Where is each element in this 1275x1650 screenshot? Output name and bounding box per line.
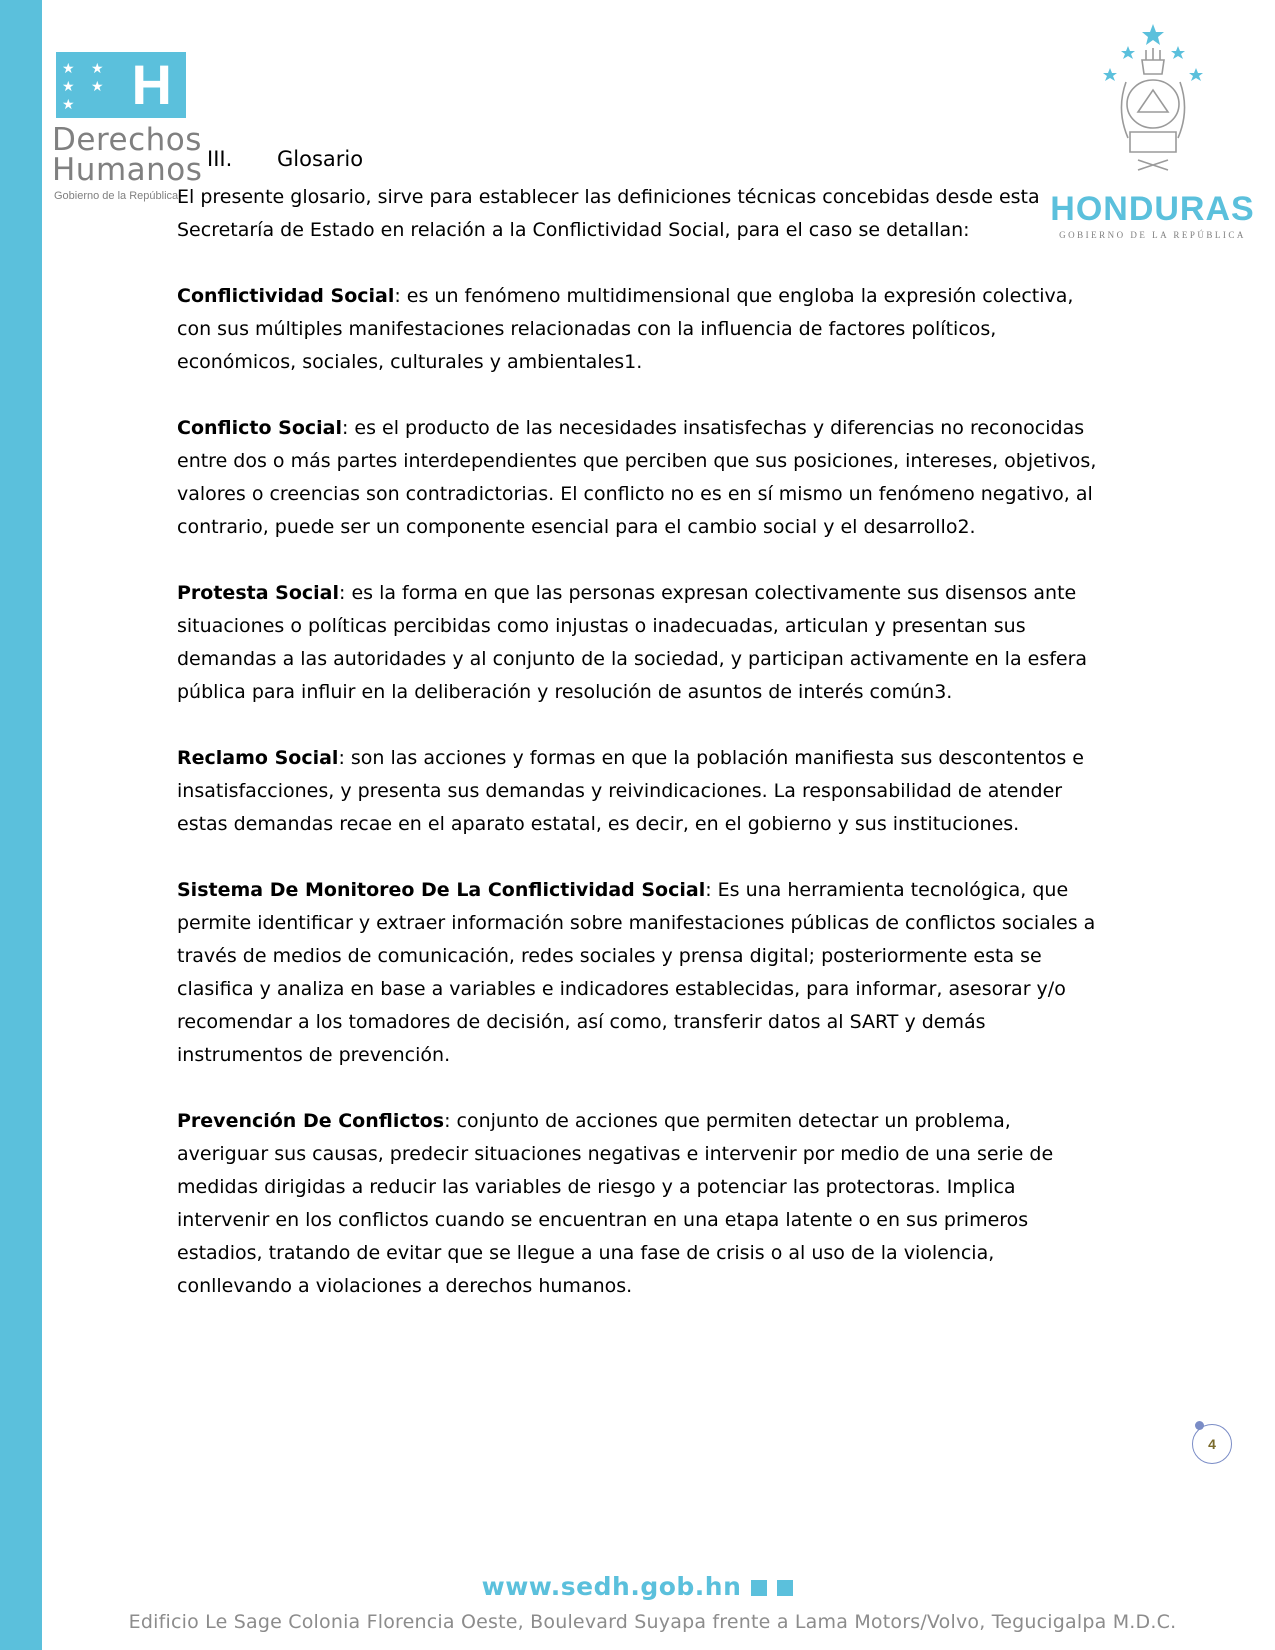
section-title: Glosario [277, 147, 364, 171]
square-icon [777, 1580, 793, 1596]
footer-url[interactable] [0, 1572, 1275, 1601]
logo-line-2: Humanos [52, 152, 203, 188]
glossary-body [177, 181, 1097, 1336]
entry-definition: : son las acciones y formas en que la población manifiesta sus descontentos e insatisfacciones, y presenta sus demandas y reivindicaciones. La responsabilidad de atender estas demandas recae en el aparato estatal, es decir, en el gobierno y sus instituciones. [177, 747, 1084, 835]
section-number: III. [207, 147, 233, 171]
glossary-entry [177, 412, 1097, 544]
entry-term: Sistema De Monitoreo De La Conflictividad Social [177, 879, 706, 901]
logo-line-3: Gobierno de la República [54, 190, 179, 202]
coat-of-arms-icon [1098, 20, 1208, 180]
footer-address: Edificio Le Sage Colonia Florencia Oeste, Boulevard Suyapa frente a Lama Motors/Volvo, Tegucigalpa M.D.C. [128, 1611, 1177, 1633]
page-number-dot [1195, 1421, 1204, 1430]
entry-term: Conflictividad Social [177, 285, 395, 307]
derechos-humanos-logo [42, 0, 242, 210]
section-heading [207, 146, 363, 172]
logo-badge [56, 52, 186, 118]
glossary-entry [177, 742, 1097, 841]
stars-icon: ★ ★ ★ ★ ★ [62, 61, 110, 113]
entry-definition: : es un fenómeno multidimensional que engloba la expresión colectiva, con sus múltiples manifestaciones relacionadas con la influencia de factores políticos, económicos, sociales, culturales y ambientales1. [177, 285, 1074, 373]
side-stripe [0, 0, 42, 1650]
glossary-entry [177, 874, 1097, 1072]
entry-definition: : es la forma en que las personas expresan colectivamente sus disensos ante situaciones o políticas percibidas como injustas o inadecuadas, articulan y presentan sus demandas a las autoridades y al conjunto de la sociedad, y participan activamente en la esfera pública para influir en la deliberación y resolución de asuntos de interés común3. [177, 582, 1088, 703]
entry-definition: : Es una herramienta tecnológica, que permite identificar y extraer información sobre manifestaciones públicas de conflictos sociales a través de medios de comunicación, redes sociales y prensa digital; posteriormente esta se clasifica y analiza en base a variables e indicadores establecidas, para informar, asesorar y/o recomendar a los tomadores de decisión, así como, transferir datos al SART y demás instrumentos de prevención. [177, 879, 1096, 1066]
entry-definition: : es el producto de las necesidades insatisfechas y diferencias no reconocidas entre dos o más partes interdependientes que perciben que sus posiciones, intereses, objetivos, valores o creencias son contradictorias. El conflicto no es en sí mismo un fenómeno negativo, al contrario, puede ser un componente esencial para el cambio social y el desarrollo2. [177, 417, 1097, 538]
glossary-entry [177, 577, 1097, 709]
entry-term: Protesta Social [177, 582, 339, 604]
glossary-entry [177, 280, 1097, 379]
honduras-subtitle: GOBIERNO DE LA REPÚBLICA [1059, 230, 1246, 240]
entry-term: Prevención De Conflictos [177, 1110, 445, 1132]
logo-letter: H [131, 53, 172, 116]
intro-paragraph: El presente glosario, sirve para establecer las definiciones técnicas concebidas desde esta Secretaría de Estado en relación a la Conflictividad Social, para el caso se detallan: [177, 186, 1040, 241]
honduras-wordmark: HONDURAS [1050, 190, 1255, 228]
entry-term: Reclamo Social [177, 747, 339, 769]
footer-url-text[interactable]: www.sedh.gob.hn [481, 1572, 742, 1601]
page-number: 4 [1192, 1424, 1232, 1464]
logo-line-1: Derechos [52, 122, 202, 158]
entry-term: Conflicto Social [177, 417, 342, 439]
glossary-entry [177, 1105, 1097, 1303]
square-icon [751, 1580, 767, 1596]
entry-definition: : conjunto de acciones que permiten detectar un problema, averiguar sus causas, predecir situaciones negativas e intervenir por medio de una serie de medidas dirigidas a reducir las variables de riesgo y a potenciar las protectoras. Implica intervenir en los conflictos cuando se encuentran en una etapa latente o en sus primeros estadios, tratando de evitar que se llegue a una fase de crisis o al uso de la violencia, conllevando a violaciones a derechos humanos. [177, 1110, 1054, 1297]
